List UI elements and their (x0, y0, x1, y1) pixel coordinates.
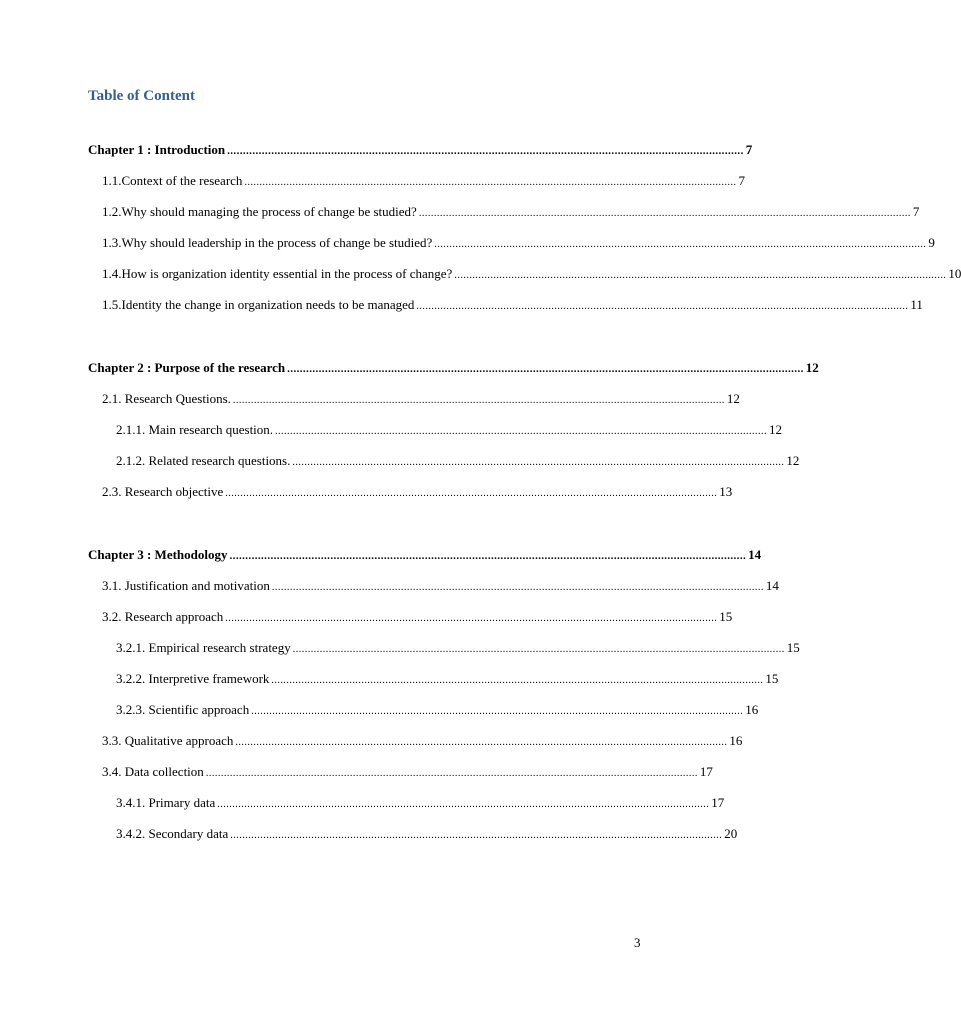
toc-entry-label: 3.2.2. Interpretive framework (116, 671, 270, 686)
toc-entry-page: 17 (699, 764, 713, 779)
toc-entry-label: 3.4. Data collection (102, 764, 204, 779)
toc-entry-label: 3.2.1. Empirical research strategy (116, 640, 291, 655)
toc-entry-3-1[interactable] (102, 577, 779, 595)
dot-leader: .................................................................................................................................................................... (416, 301, 909, 312)
toc-entry-page: 15 (765, 671, 779, 686)
dot-leader: .................................................................................................................................................................... (227, 145, 744, 157)
toc-entry-label: 3.2. Research approach (102, 609, 224, 624)
toc-entry-page: 12 (786, 453, 800, 468)
dot-leader: .................................................................................................................................................................... (251, 706, 744, 717)
dot-leader: .................................................................................................................................................................... (244, 177, 737, 188)
toc-entry-page: 13 (719, 484, 733, 499)
toc-entry-3-2[interactable] (102, 608, 733, 626)
dot-leader: .................................................................................................................................................................... (271, 582, 764, 593)
toc-entry-1-5[interactable] (102, 296, 923, 314)
toc-entry-label: 2.3. Research objective (102, 484, 224, 499)
toc-entry-page: 10 (948, 266, 961, 281)
dot-leader: .................................................................................................................................................................... (287, 363, 804, 375)
toc-entry-label: 2.1.1. Main research question. (116, 422, 274, 437)
toc-entry-page: 9 (928, 235, 935, 250)
toc-entry-3-4-1[interactable] (116, 794, 725, 812)
toc-entry-3-2-1[interactable] (116, 639, 800, 657)
toc-entry-page: 12 (805, 360, 819, 375)
toc-entry-label: 3.4.2. Secondary data (116, 826, 229, 841)
toc-entry-page: 15 (786, 640, 800, 655)
toc-entry-page: 14 (765, 578, 779, 593)
toc-entry-1-1[interactable] (102, 172, 745, 190)
dot-leader: .................................................................................................................................................................... (292, 457, 785, 468)
dot-leader: .................................................................................................................................................................... (454, 270, 947, 281)
toc-entry-page: 7 (738, 173, 745, 188)
toc-entry-page: 20 (724, 826, 738, 841)
dot-leader: .................................................................................................................................................................... (292, 644, 785, 655)
dot-leader: .................................................................................................................................................................... (217, 799, 710, 810)
toc-entry-label: Chapter 1 : Introduction (88, 142, 226, 157)
toc-entry-1-2[interactable] (102, 203, 920, 221)
dot-leader: .................................................................................................................................................................... (271, 675, 764, 686)
toc-entry-3-4[interactable] (102, 763, 713, 781)
dot-leader: .................................................................................................................................................................... (225, 488, 718, 499)
dot-leader: .................................................................................................................................................................... (434, 239, 927, 250)
toc-entry-label: 3.4.1. Primary data (116, 795, 216, 810)
dot-leader: .................................................................................................................................................................... (232, 395, 725, 406)
toc-entry-chapter-2[interactable] (88, 359, 819, 377)
toc-entry-page: 12 (726, 391, 740, 406)
toc-entry-page: 15 (719, 609, 733, 624)
toc-entry-label: 2.1. Research Questions. (102, 391, 231, 406)
toc-entry-2-3[interactable] (102, 483, 733, 501)
toc-entry-label: 3.2.3. Scientific approach (116, 702, 250, 717)
toc-entry-2-1[interactable] (102, 390, 740, 408)
dot-leader: .................................................................................................................................................................... (235, 737, 728, 748)
toc-entry-page: 16 (745, 702, 759, 717)
toc-entry-page: 7 (745, 142, 753, 157)
toc-entry-page: 7 (912, 204, 920, 219)
toc-entry-chapter-3[interactable] (88, 546, 762, 564)
toc-entry-2-1-1[interactable] (116, 421, 783, 439)
toc-entry-3-4-2[interactable] (116, 825, 738, 843)
toc-entry-3-2-2[interactable] (116, 670, 779, 688)
toc-entry-label: Chapter 2 : Purpose of the research (88, 360, 286, 375)
page-number: 3 (634, 935, 641, 950)
toc-entry-label: 1.1.Context of the research (102, 173, 243, 188)
toc-entry-3-2-3[interactable] (116, 701, 759, 719)
toc-entry-2-1-2[interactable] (116, 452, 800, 470)
dot-leader: .................................................................................................................................................................... (205, 768, 698, 779)
dot-leader: .................................................................................................................................................................... (418, 208, 911, 219)
toc-entry-label: 3.3. Qualitative approach (102, 733, 234, 748)
dot-leader: .................................................................................................................................................................... (225, 613, 718, 624)
toc-entry-label: 3.1. Justification and motivation (102, 578, 270, 593)
dot-leader: .................................................................................................................................................................... (230, 830, 723, 841)
toc-title: Table of Content (88, 88, 195, 104)
toc-entry-label: 2.1.2. Related research questions. (116, 453, 291, 468)
toc-entry-page: 12 (769, 422, 783, 437)
toc-entry-1-3[interactable] (102, 234, 935, 252)
toc-entry-page: 17 (711, 795, 725, 810)
toc-entry-label: Chapter 3 : Methodology (88, 547, 228, 562)
toc-entry-page: 14 (748, 547, 762, 562)
toc-entry-1-4[interactable] (102, 265, 961, 283)
toc-entry-label: 1.5.Identity the change in organization needs to be managed (102, 297, 415, 312)
toc-entry-label: 1.2.Why should managing the process of change be studied? (102, 204, 417, 219)
dot-leader: .................................................................................................................................................................... (275, 426, 768, 437)
toc-entry-3-3[interactable] (102, 732, 743, 750)
toc-entry-page: 11 (910, 297, 923, 312)
toc-entry-label: 1.3.Why should leadership in the process of change be studied? (102, 235, 433, 250)
dot-leader: .................................................................................................................................................................... (229, 550, 747, 562)
toc-entry-chapter-1[interactable] (88, 141, 753, 159)
toc-entry-label: 1.4.How is organization identity essential in the process of change? (102, 266, 453, 281)
toc-entry-page: 16 (729, 733, 743, 748)
